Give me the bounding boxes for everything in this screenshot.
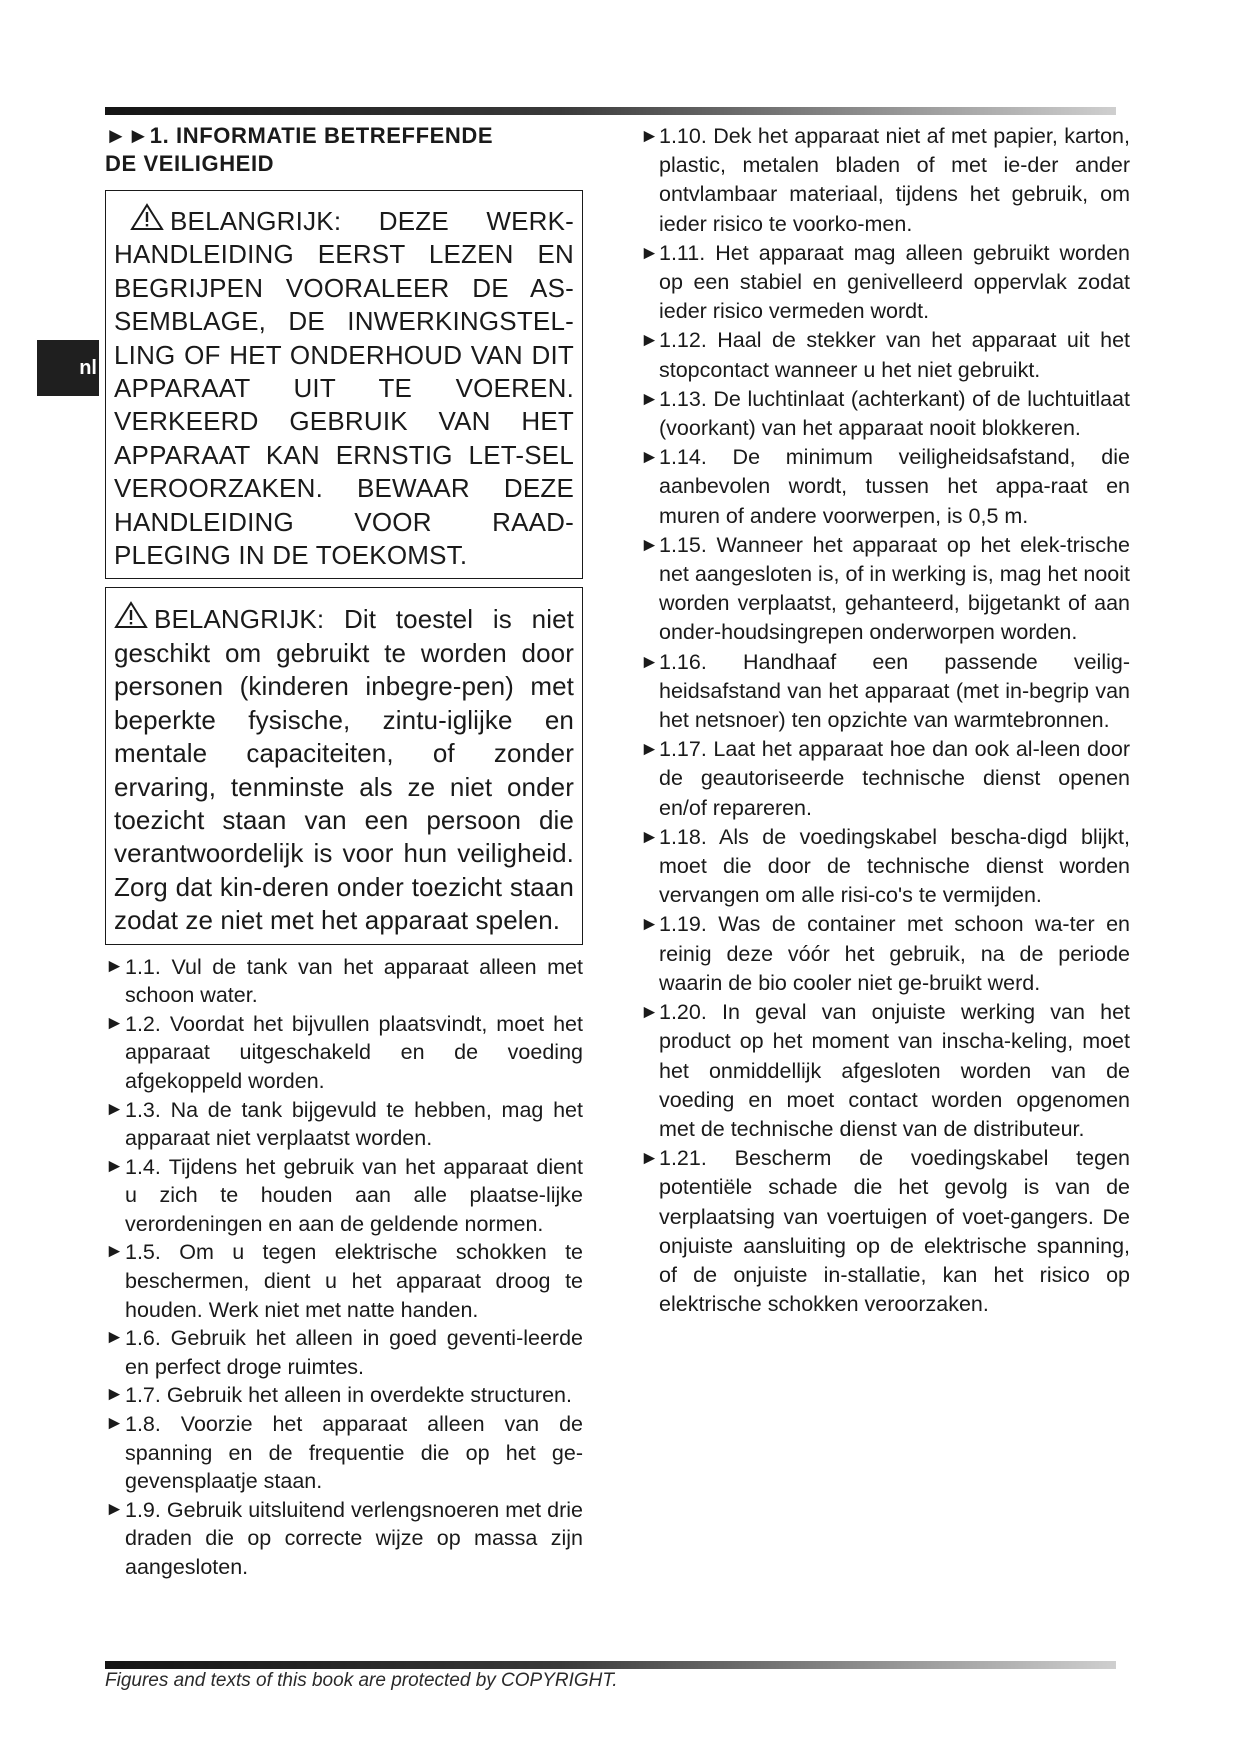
copyright-footer: Figures and texts of this book are protected by COPYRIGHT.: [105, 1670, 618, 1691]
bullet-arrow-icon: ►: [640, 914, 659, 936]
bullet-arrow-icon: ►: [640, 739, 659, 761]
footer-rule: [105, 1661, 1116, 1669]
bullet-arrow-icon: ►: [640, 242, 659, 264]
bullet-arrow-icon: ►: [105, 1241, 124, 1263]
list-item: ► 1.3. Na de tank bijgevuld te hebben, mag het apparaat niet verplaatst worden.: [105, 1097, 583, 1151]
bullet-arrow-icon: ►: [640, 1002, 659, 1024]
list-item: ► 1.10. Dek het apparaat niet af met papier, karton, plastic, metalen bladen of met ie-der ander ontvlambaar materiaal, tijdens het gebruik, om ieder risico te voorko-men.: [640, 124, 1130, 236]
bullet-arrow-icon: ►: [640, 388, 659, 410]
left-column: [105, 122, 583, 1582]
bullet-arrow-icon: ►: [640, 330, 659, 352]
list-item: ► 1.15. Wanneer het apparaat op het elek-trische net aangesloten is, of in werking is, mag het nooit worden verplaatst, gehanteerd, bijgetankt of aan onder-houdsingrepen onderworpen worden.: [640, 532, 1130, 645]
list-item: ► 1.17. Laat het apparaat hoe dan ook al-leen door de geautoriseerde technische dienst openen en/of repareren.: [640, 737, 1130, 820]
list-item: ► 1.11. Het apparaat mag alleen gebruikt worden op een stabiel en genivelleerd oppervlak zodat ieder risico vermeden wordt.: [640, 240, 1130, 324]
bullet-arrow-icon: ►: [105, 1384, 124, 1406]
warning-manual-text: BELANGRIJK: DEZE WERK-HANDLEIDING EERST LEZEN EN BEGRIJPEN VOORALEER DE AS-SEMBLAGE, DE INWERKINGSTEL-LING OF HET ONDERHOUD VAN DIT APPARAAT UIT TE VOEREN. VERKEERD GEBRUIK VAN HET APPARAAT KAN ERNSTIG LET-SEL VEROORZAKEN. BEWAAR DEZE HANDLEIDING VOOR RAAD-PLEGING IN DE TOEKOMST.: [114, 206, 574, 571]
list-item: ► 1.21. Bescherm de voedingskabel tegen potentiële schade die het gevolg is van de verplaatsing van voertuigen of voet-gangers. De onjuiste aansluiting op de elektrische spanning, of de onjuiste in-stallatie, kan het risico op elektrische schokken veroorzaken.: [640, 1146, 1130, 1317]
list-item: ► 1.5. Om u tegen elektrische schokken te beschermen, dient u het apparaat droog te houden. Werk niet met natte handen.: [105, 1240, 583, 1322]
heading-line2: DE VEILIGHEID: [105, 151, 275, 176]
language-tab: nl: [37, 340, 99, 396]
list-item: ► 1.6. Gebruik het alleen in goed geventi-leerde en perfect droge ruimtes.: [105, 1326, 583, 1379]
list-item: ► 1.19. Was de container met schoon wa-ter en reinig deze vóór het gebruik, na de periode waarin de bio cooler niet ge-bruikt werd.: [640, 912, 1130, 995]
bullet-arrow-icon: ►: [640, 1148, 659, 1170]
heading-line1: 1. INFORMATIE BETREFFENDE: [149, 123, 494, 148]
bullet-arrow-icon: ►: [105, 1012, 124, 1034]
bullet-arrow-icon: ►: [640, 534, 659, 556]
bullet-arrow-icon: ►: [640, 826, 659, 848]
right-column: [640, 122, 1130, 1319]
bullet-arrow-icon: ►: [105, 1327, 124, 1349]
list-item: ► 1.2. Voordat het bijvullen plaatsvindt, moet het apparaat uitgeschakeld en de voeding afgekoppeld worden.: [105, 1011, 583, 1093]
warning-triangle-icon: [114, 601, 148, 629]
bullet-arrow-icon: ►: [105, 1098, 124, 1120]
bullet-arrow-icon: ►: [640, 447, 659, 469]
heading-arrows-icon: ►►: [105, 123, 150, 148]
warning-box-children: [105, 587, 583, 944]
warning-children-text: BELANGRIJK: Dit toestel is niet geschikt om gebruikt te worden door personen (kinderen inbegre-pen) met beperkte fysische, zintu-iglijke en mentale capaciteiten, of zonder ervaring, tenminste als ze niet onder toezicht staan van een persoon die verantwoordelijk is voor hun veiligheid. Zorg dat kin-deren onder toezicht staan zodat ze niet met het apparaat spelen.: [114, 604, 574, 936]
list-item: ► 1.8. Voorzie het apparaat alleen van de spanning en de frequentie die op het ge-gevensplaatje staan.: [105, 1412, 583, 1494]
bullet-arrow-icon: ►: [105, 955, 124, 977]
section-heading: [105, 122, 583, 178]
header-rule: [105, 107, 1116, 115]
warning-triangle-icon: [130, 203, 164, 231]
list-item: ► 1.20. In geval van onjuiste werking van het product op het moment van inscha-keling, moet het onmiddellijk afgesloten worden van de voeding en moet contact worden opgenomen met de technische dienst van de distributeur.: [640, 1000, 1130, 1141]
list-item: ► 1.13. De luchtinlaat (achterkant) of de luchtuitlaat (voorkant) van het apparaat nooit blokkeren.: [640, 386, 1130, 441]
list-item: ► 1.18. Als de voedingskabel bescha-digd blijkt, moet die door de technische dienst worden vervangen om alle risi-co's te vermijden.: [640, 824, 1130, 908]
list-item: ► 1.12. Haal de stekker van het apparaat uit het stopcontact wanneer u het niet gebruikt.: [640, 328, 1130, 382]
bullet-arrow-icon: ►: [105, 1413, 124, 1435]
list-item: ► 1.9. Gebruik uitsluitend verlengsnoeren met drie draden die op correcte wijze op massa zijn aangesloten.: [105, 1497, 583, 1579]
list-item: ► 1.7. Gebruik het alleen in overdekte structuren.: [105, 1381, 583, 1410]
list-item: ► 1.16. Handhaaf een passende veilig-heidsafstand van het apparaat (met in-begrip van het netsnoer) ten opzichte van warmtebronnen.: [640, 649, 1130, 733]
bullet-arrow-icon: ►: [105, 1498, 124, 1520]
bullet-arrow-icon: ►: [640, 651, 659, 673]
list-item: ► 1.1. Vul de tank van het apparaat alleen met schoon water.: [105, 954, 583, 1008]
warning-box-manual: [105, 190, 583, 579]
bullet-arrow-icon: ►: [105, 1155, 124, 1177]
list-item: ► 1.4. Tijdens het gebruik van het apparaat dient u zich te houden aan alle plaatse-lijke verordeningen en aan de geldende normen.: [105, 1154, 583, 1236]
list-item: ► 1.14. De minimum veiligheidsafstand, die aanbevolen wordt, tussen het appa-raat en muren of andere voorwerpen, is 0,5 m.: [640, 445, 1130, 528]
bullet-arrow-icon: ►: [640, 126, 659, 147]
